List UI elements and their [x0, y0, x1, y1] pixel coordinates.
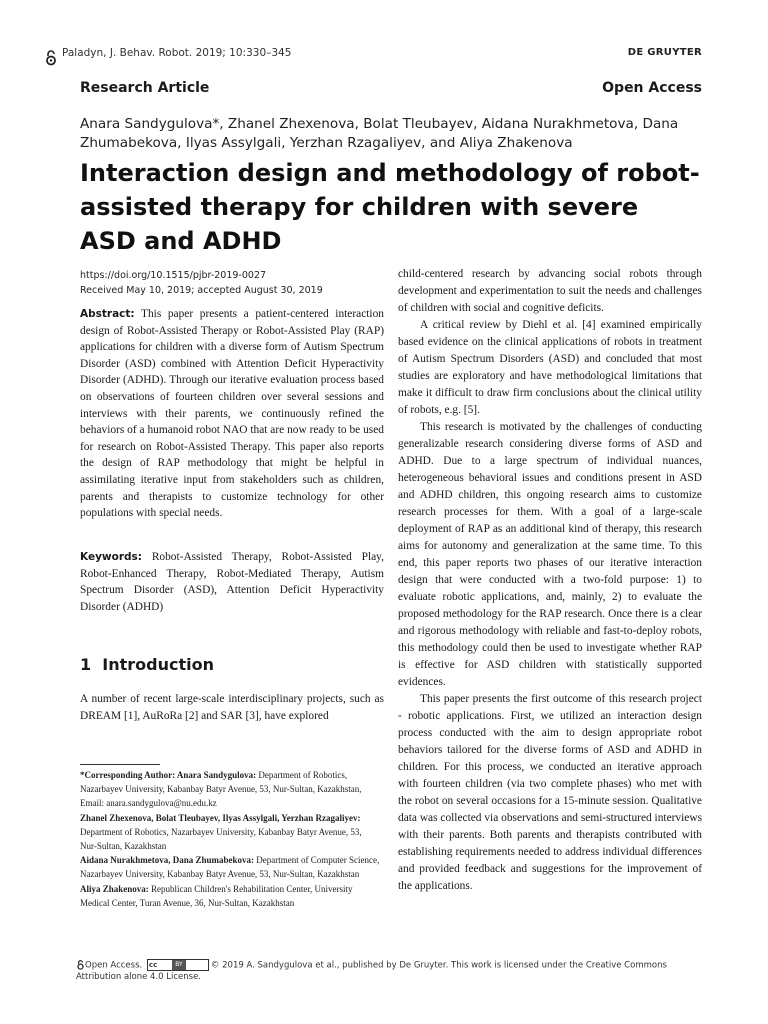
keywords-label: Keywords:	[80, 551, 142, 563]
footnote-group1-label: Zhanel Zhexenova, Bolat Tleubayev, Ilyas Assylgali, Yerzhan Rzagaliyev:	[80, 812, 361, 823]
section-heading-introduction	[80, 655, 214, 674]
body-paragraph-2: A critical review by Diehl et al. [4] examined empirically based evidence on the clinical applications of robots in treatment of Autism Spectrum Disorders (ASD) and concluded that most studies are exploratory and have methodological limitations that make it difficult to draw firm conclusions about the clinical utility of robots, e.g. [5].	[398, 319, 702, 416]
abstract	[80, 306, 384, 522]
footnote-group2-text: Department of Computer Science, Nazarbayev University, Kabanbay Batyr Avenue, 53, Nur-Sultan, Kazakhstan	[80, 855, 380, 880]
footnotes	[80, 768, 380, 910]
footnote-group1-text: Department of Robotics, Nazarbayev University, Kabanbay Batyr Avenue, 53, Nur-Sultan, Kazakhstan	[80, 826, 362, 852]
license-footer	[76, 959, 676, 983]
license-text: © 2019 A. Sandygulova et al., published by De Gruyter. This work is licensed under the Creative Commons Attribution alone 4.0 License.	[76, 960, 667, 982]
article-meta	[80, 268, 390, 298]
received-dates: Received May 10, 2019; accepted August 30, 2019	[80, 285, 323, 296]
footnote-corresponding	[80, 768, 380, 811]
section-number: 1	[80, 655, 92, 674]
by-label: BY	[172, 960, 186, 970]
intro-paragraph-left: A number of recent large-scale interdisciplinary projects, such as DREAM [1], AuRoRa [2] and SAR [3], have explored	[80, 693, 384, 722]
footnote-corresponding-label: *Corresponding Author: Anara Sandygulova:	[80, 770, 257, 780]
footnote-group3	[80, 882, 380, 910]
body-paragraph-4: This paper presents the first outcome of this research project - robotic applications. First, we utilized an interaction design process conducted with the aim to design appropriate robot behaviors tailored for the diverse forms of ASD and ADHD in children. For this process, we conducted an iterative approach with fourteen children (via two complete phases) who met with the robot on several occasions for a 15-minute session. Qualitative data was collected via observations and semi-structured interviews with their parents. Both parents and therapists contributed with establishing requirements needed to address individual differences and provided feedback and suggestions for the improvement of the applications.	[398, 693, 702, 892]
paper-title: Interaction design and methodology of robot-assisted therapy for children with severe ASD and ADHD	[80, 159, 700, 255]
doi-link[interactable]: https://doi.org/10.1515/pjbr-2019-0027	[80, 270, 267, 281]
footnote-group3-label: Aliya Zhakenova:	[80, 883, 149, 894]
publisher-logo: DE GRUYTER	[627, 47, 702, 58]
open-access-icon	[44, 50, 58, 66]
open-access-text: Open Access.	[85, 960, 143, 971]
footnote-group2-label: Aidana Nurakhmetova, Dana Zhumabekova:	[80, 855, 255, 866]
cc-by-badge[interactable]	[147, 959, 209, 971]
body-paragraph-1: child-centered research by advancing social robots through development and experimentation to suit the needs and challenges of children with social and cognitive deficits.	[398, 268, 702, 314]
footnote-group3-text: Republican Children's Rehabilitation Center, University Medical Center, Turan Avenue, 36, Nur-Sultan, Kazakhstan	[80, 883, 353, 908]
cc-label: cc	[148, 961, 158, 969]
footnote-divider	[80, 764, 160, 765]
open-access-small-icon	[76, 960, 85, 970]
keywords-text: Robot-Assisted Therapy, Robot-Assisted Play, Robot-Enhanced Therapy, Robot-Mediated Therapy, Autism Spectrum Disorder (ASD), Attention Deficit Hyperactivity Disorder (ADHD)	[80, 551, 384, 613]
abstract-label: Abstract:	[80, 308, 135, 320]
abstract-text: This paper presents a patient-centered interaction design of Robot-Assisted Therapy or Robot-Assisted Play (RAP) applications for children with a diverse form of Autism Spectrum Disorder (ASD) combined with Attention Deficit Hyperactivity Disorder (ADHD). Through our iterative evaluation process based on observations of fourteen children over several sessions and interviews with their parents, we continuously refined the behaviors of a humanoid robot NAO that are now ready to be used for research on Robot-Assisted Therapy. This paper also reports the design of RAP methodology that might be helpful in assimilating iterative input from stakeholders such as children, parents and therapists to customize technology for other populations with special needs.	[80, 308, 384, 520]
section-title: Introduction	[102, 655, 214, 674]
keywords	[80, 549, 384, 615]
right-column-body	[398, 266, 702, 895]
article-type-label: Research Article	[80, 80, 210, 96]
journal-citation: Paladyn, J. Behav. Robot. 2019; 10:330–345	[62, 47, 292, 59]
footnote-corresponding-text: Department of Robotics, Nazarbayev University, Kabanbay Batyr Avenue, 53, Nur-Sultan, Kazakhstan, Email: anara.sandygulova@nu.edu.kz	[80, 770, 362, 809]
body-paragraph-3: This research is motivated by the challenges of conducting generalizable research considering diverse forms of ASD and ADHD. Due to a large spectrum of individual nuances, heterogeneous behavioral issues and conditions present in ASD and ADHD children, this ongoing research aims to customize research processes for them. With a goal of a large-scale deployment of RAP as an additional kind of therapy, this research aims for autonomy and generalization at the same time. To this end, this paper reports two phases of our iterative interaction design that were conducted with a two-fold purpose: 1) to evaluate robotic applications, and, mainly, 2) to evaluate the proposed methodology for the RAP research. Once there is a clear and rigorous methodology with reliable and fast-to-deploy robots, this methodology could then be used to investigate whether RAP is effective for ASD children with statistically supported evidences.	[398, 421, 702, 688]
footnote-group1	[80, 811, 380, 854]
footnote-group2	[80, 853, 380, 881]
author-list: Anara Sandygulova*, Zhanel Zhexenova, Bolat Tleubayev, Aidana Nurakhmetova, Dana Zhumabekova, Ilyas Assylgali, Yerzhan Rzagaliyev, and Aliya Zhakenova	[80, 116, 679, 151]
open-access-label: Open Access	[602, 80, 702, 96]
